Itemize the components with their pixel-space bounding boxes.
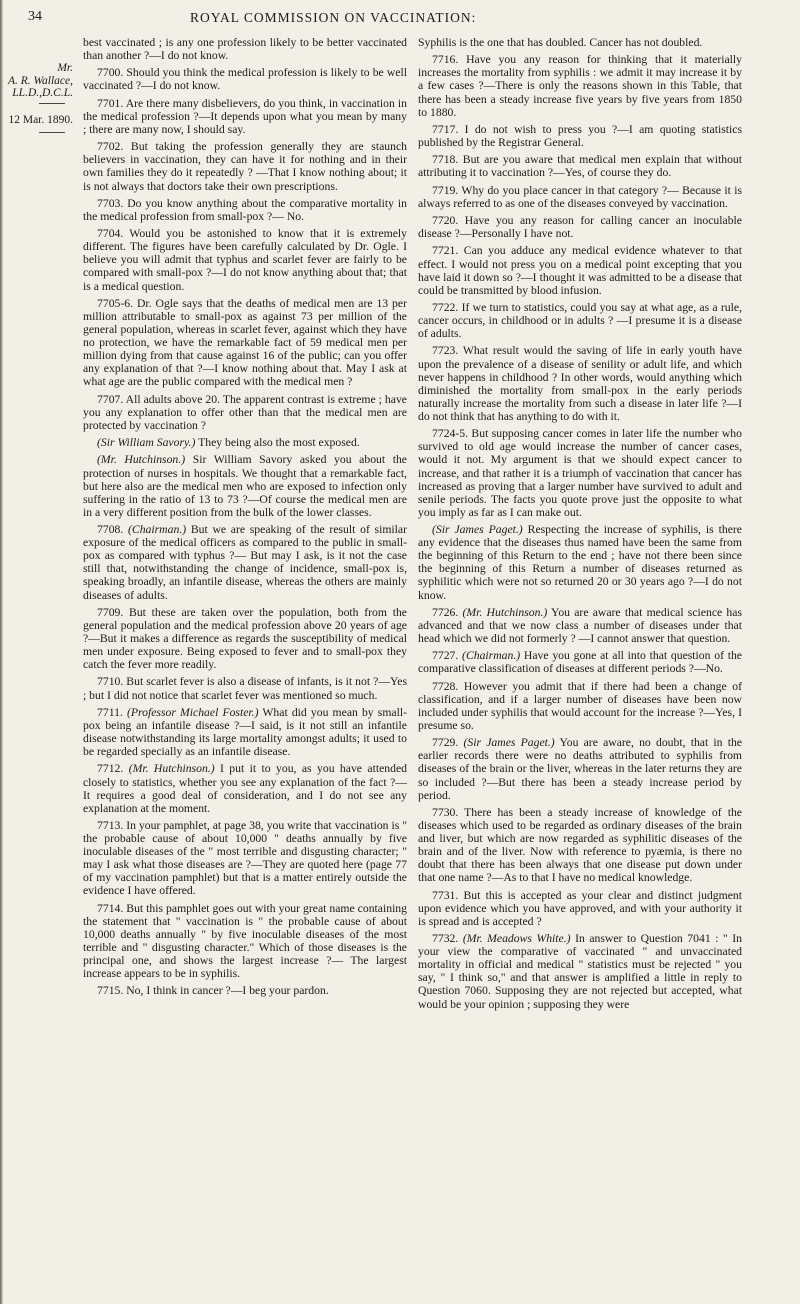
question-number: 7701. <box>97 96 124 110</box>
question-number: 7730. <box>432 805 459 819</box>
speaker-name: (Mr. Meadows White.) <box>462 932 571 946</box>
question-number: 7719. <box>432 183 459 197</box>
paragraph-text: No, I think in cancer ?—I beg your pardon. <box>123 984 329 998</box>
speaker-name: (Chairman.) <box>128 523 187 537</box>
paragraph-text: In answer to Question 7041 : " In your view the comparative of vaccinated " and unvaccinated mortality in official and medical " statistics must be rejected " you say, " I think so," and that answer is amplified a little in reply to Question 7060. Supposing they are not rejected but accepted, what would be your opinion ; supposing they were <box>418 932 743 1011</box>
page-header <box>0 9 800 31</box>
question-paragraph <box>83 762 407 814</box>
speaker-name: (Sir James Paget.) <box>463 736 555 750</box>
question-number: 7702. <box>97 140 124 154</box>
question-number: 7704. <box>97 227 124 241</box>
paragraph-text: Dr. Ogle says that the deaths of medical men are 13 per million attributable to small-pox as against 73 per million of the general population, whereas in scarlet fever, against which they have no protection, we have the remarkable fact of 59 medical men per million dying from that cause against 16 of the public; can you offer any explanation of that ?—I know nothing about that. May I ask at what age are the public compared with the medical men ? <box>83 296 407 389</box>
paragraph-text: But we are speaking of the result of similar exposure of the medical officers as compared to the public in small-pox as compared with typhus ?— But may I ask, is it not the case still that, notwithstanding the change of incidence, small-pox is, speaking broadly, an infantile disease, whereas the others are mainly diseases of adults. <box>83 523 407 602</box>
running-head: ROYAL COMMISSION ON VACCINATION: <box>190 10 477 25</box>
paragraph-text: Would you be astonished to know that it is extremely different. The figures have been carefully calculated by Dr. Ogle. I believe you will admit that typhus and scarlet fever are fairly to be compared with small-pox ?—I do not know anything about that; that is a medical question. <box>83 227 407 293</box>
paragraph-text: best vaccinated ; is any one profession likely to be better vaccinated than another ?—I do not know. <box>83 36 407 63</box>
margin-rule <box>39 103 65 104</box>
witness-name: Mr. A. R. Wallace, LL.D.,D.C.L. <box>7 62 73 99</box>
question-paragraph <box>418 932 742 1011</box>
question-paragraph <box>418 36 742 49</box>
question-number: 7711. <box>97 705 123 719</box>
paragraph-text: Should you think the medical profession is likely to be well vaccinated ?—I do not know. <box>83 66 407 93</box>
question-paragraph <box>83 606 407 671</box>
speaker-name: (Mr. Hutchinson.) <box>128 762 215 776</box>
question-number: 7731. <box>432 888 459 902</box>
question-paragraph <box>83 902 407 981</box>
paragraph-text: There has been a steady increase of knowledge of the diseases which used to be regarded as ordinary diseases of the brain and liver, but which are now regarded as syphilitic diseases of the brain and of the liver. Now with reference to pyæmia, is there no doubt that there has been always that one disease put down under that one name ?—As to that I have no medical knowledge. <box>418 805 742 885</box>
question-number: 7720. <box>432 214 459 228</box>
question-paragraph <box>418 427 742 519</box>
paragraph-text: But taking the profession generally they are staunch believers in vaccination, they can have it for nothing and in their own families they do it repeatedly ? —That I know nothing about; it is not always that doctors take their own prescriptions. <box>83 140 407 193</box>
question-paragraph <box>418 123 742 149</box>
question-paragraph <box>83 984 407 997</box>
paragraph-text: I do not wish to press you ?—I am quoting statistics published by the Registrar General. <box>418 122 742 150</box>
paragraph-text: You are aware that medical science has advanced and that we now class a number of diseases under that head which we did not formerly ? —I cannot answer that question. <box>418 605 743 645</box>
speaker-name: (Sir William Savory.) <box>97 436 196 450</box>
question-number: 7707. <box>97 392 124 406</box>
question-paragraph <box>83 523 407 602</box>
question-paragraph <box>83 453 407 518</box>
question-paragraph <box>83 819 407 898</box>
question-paragraph <box>418 889 742 928</box>
question-number: 7726. <box>432 605 459 619</box>
question-paragraph <box>83 36 407 62</box>
paragraph-text: Are there many disbelievers, do you think, in vaccination in the medical profession ?—It depends upon what you mean by many ; there are many now, I should say. <box>83 96 407 136</box>
paragraph-text: Have you gone at all into that question of the comparative classification of diseases at different periods ?—No. <box>418 649 742 676</box>
paragraph-text: However you admit that if there had been a change of classification, and if a larger number of diseases have been now included under syphilis that would account for the increase ?—Yes, I presume so. <box>418 679 742 732</box>
question-paragraph <box>83 140 407 192</box>
question-paragraph <box>418 606 742 645</box>
question-number: 7708. <box>97 523 124 537</box>
question-number: 7705-6. <box>97 296 134 310</box>
paragraph-text: All adults above 20. The apparent contrast is extreme ; have you any explanation to offer other than that the medical men are protected by vaccination ? <box>83 392 407 432</box>
paragraph-text: But this is accepted as your clear and distinct judgment upon evidence which you have approved, and with your authority it is spread and is accepted ? <box>418 888 742 928</box>
question-number: 7709. <box>97 605 124 619</box>
question-number: 7714. <box>97 901 124 915</box>
question-paragraph <box>418 523 742 602</box>
question-number: 7728. <box>432 679 459 693</box>
page-number: 34 <box>28 9 42 24</box>
speaker-name: (Mr. Hutchinson.) <box>462 605 548 619</box>
paragraph-text: But supposing cancer comes in later life the number who survived to old age would increase the number of cancer cases, would it not. My argument is that we should expect cancer to increase, and that rather it is a triumph of vaccination that cancer has increased as proving that a larger number have survived to adult and senile periods. The facts you quote prove just the opposite to what you imply as far as I can make out. <box>418 427 742 519</box>
question-paragraph <box>83 197 407 223</box>
question-number: 7718. <box>432 153 459 167</box>
question-number: 7732. <box>432 932 459 946</box>
paragraph-text: But are you aware that medical men explain that without attributing it to vaccination ?—Yes, of course they do. <box>418 153 742 180</box>
question-paragraph <box>83 297 407 389</box>
question-paragraph <box>418 53 742 118</box>
paragraph-text: But scarlet fever is also a disease of infants, is it not ?—Yes ; but I did not notice that scarlet fever was mentioned so much. <box>83 675 407 702</box>
speaker-name: (Professor Michael Foster.) <box>127 705 259 719</box>
question-paragraph <box>418 184 742 210</box>
question-paragraph <box>83 393 407 432</box>
question-number: 7703. <box>97 196 124 210</box>
paragraph-text: In your pamphlet, at page 38, you write that vaccination is " the probable cause of about 10,000 " deaths annually by five inoculable diseases of the " most terrible and disgusting character; " may I ask what those diseases are ?—They are quoted here (page 77 of my vaccination pamphlet) but that is a matter entirely outside the evidence I have offered. <box>83 818 407 898</box>
margin-note <box>5 62 73 133</box>
paragraph-text: If we turn to statistics, could you say at what age, as a rule, cancer occurs, in childhood or in adults ? —I presume it is a disease of adults. <box>418 301 742 341</box>
question-number: 7724-5. <box>432 427 469 441</box>
paragraph-text: But these are taken over the population, both from the general population and the medical profession above 20 years of age ?—But it makes a difference as regards the susceptibility of medical men under exposure. Being exposed to fever and to small-pox they catch the fever more readily. <box>83 605 407 672</box>
question-number: 7729. <box>432 736 459 750</box>
question-number: 7713. <box>97 818 124 832</box>
question-number: 7715. <box>97 984 124 998</box>
paragraph-text: Why do you place cancer in that category ?— Because it is always referred to as one of the diseases conveyed by vaccination. <box>418 183 742 210</box>
question-paragraph <box>418 344 742 423</box>
page-binding-edge <box>0 0 3 1304</box>
paragraph-text: Do you know anything about the comparative mortality in the medical profession from small-pox ?— No. <box>83 196 407 223</box>
question-paragraph <box>83 227 407 292</box>
paragraph-text: You are aware, no doubt, that in the earlier records there were no deaths attributed to syphilis from diseases of the brain or the liver, whereas in the later returns they are so included ?—But there has been a steady increase period by period. <box>418 736 742 802</box>
question-paragraph <box>418 244 742 296</box>
question-paragraph <box>418 153 742 179</box>
question-paragraph <box>418 736 742 801</box>
question-number: 7716. <box>432 53 459 67</box>
question-paragraph <box>83 675 407 701</box>
question-paragraph <box>83 706 407 758</box>
paragraph-text: Syphilis is the one that has doubled. Cancer has not doubled. <box>418 36 703 49</box>
question-number: 7710. <box>97 675 124 689</box>
question-paragraph <box>418 680 742 732</box>
paragraph-text: I put it to you, as you have attended closely to statistics, whether you see any explanation of the fact ?—It requires a good deal of consideration, and I do not see any explanation at the moment. <box>83 762 407 815</box>
speaker-name: (Sir James Paget.) <box>432 523 523 537</box>
question-paragraph <box>418 214 742 240</box>
question-number: 7727. <box>432 649 459 663</box>
question-number: 7723. <box>432 344 459 358</box>
paragraph-text: Have you any reason for calling cancer an inoculable disease ?—Personally I have not. <box>418 214 742 241</box>
paragraph-text: Have you any reason for thinking that it materially increases the mortality from syphilis : we admit it may increase it by a few cases ?—There is only the reasons shown in this Table, that there has been a steady increase five years by five years from 1850 to 1880. <box>418 53 742 119</box>
speaker-name: (Chairman.) <box>462 649 521 663</box>
question-paragraph <box>83 436 407 449</box>
speaker-name: (Mr. Hutchinson.) <box>97 453 186 467</box>
paragraph-text: What did you mean by small-pox being an infantile disease ?—I said, is it not still an infantile disease notwithstanding its large mortality amongst adults; it used to be regarded specially as an infantile disease. <box>83 705 407 759</box>
hearing-date: 12 Mar. 1890. <box>8 113 73 126</box>
paragraph-text: They being also the most exposed. <box>195 436 360 450</box>
paragraph-text: Can you adduce any medical evidence whatever to that effect. I would not press you on a medical point excepting that you have laid it down so ?—I thought it was admitted to be a disease that could be transmitted by blood infusion. <box>418 244 742 297</box>
question-number: 7717. <box>432 122 459 136</box>
question-paragraph <box>418 806 742 885</box>
paragraph-text: What result would the saving of life in early youth have upon the prevalence of a disease of senility or adult life, and which never happens in childhood ? In other words, would anything which diminished the mortality from small-pox in the early periods naturally increase the mortality from such a disease in later life ?—I do not think that has anything to do with it. <box>418 344 742 423</box>
paragraph-text: But this pamphlet goes out with your great name containing the statement that " vaccination is " the probable cause of about 10,000 deaths annually " by five inoculable diseases of the most terrible and " disgusting character." Which of those diseases is the principal one, and shows the largest increase ?— The largest increase appears to be in syphilis. <box>83 901 407 981</box>
right-column <box>418 36 742 1015</box>
question-paragraph <box>418 301 742 340</box>
question-number: 7721. <box>432 244 459 258</box>
question-paragraph <box>83 97 407 136</box>
margin-rule <box>39 132 65 133</box>
question-number: 7700. <box>97 66 124 80</box>
paragraph-text: Respecting the increase of syphilis, is there any evidence that the diseases thus named have been the same from the beginning of this Return to the end ; have not there been since the beginning of this Return a number of diseases returned as syphilitic which were not so returned 20 or 30 years ago ?—I do not know. <box>418 523 742 602</box>
question-paragraph <box>83 66 407 92</box>
question-number: 7712. <box>97 762 124 776</box>
question-number: 7722. <box>432 301 459 314</box>
left-column <box>83 36 407 1002</box>
question-paragraph <box>418 649 742 675</box>
paragraph-text: Sir William Savory asked you about the protection of nurses in hospitals. We thought that a remarkable fact, but here also are the medical men who are exposed to infection only suffering in the ratio of 13 to 73 ?—Of course the medical men are in a very different position from the bulk of the lower classes. <box>83 453 407 519</box>
